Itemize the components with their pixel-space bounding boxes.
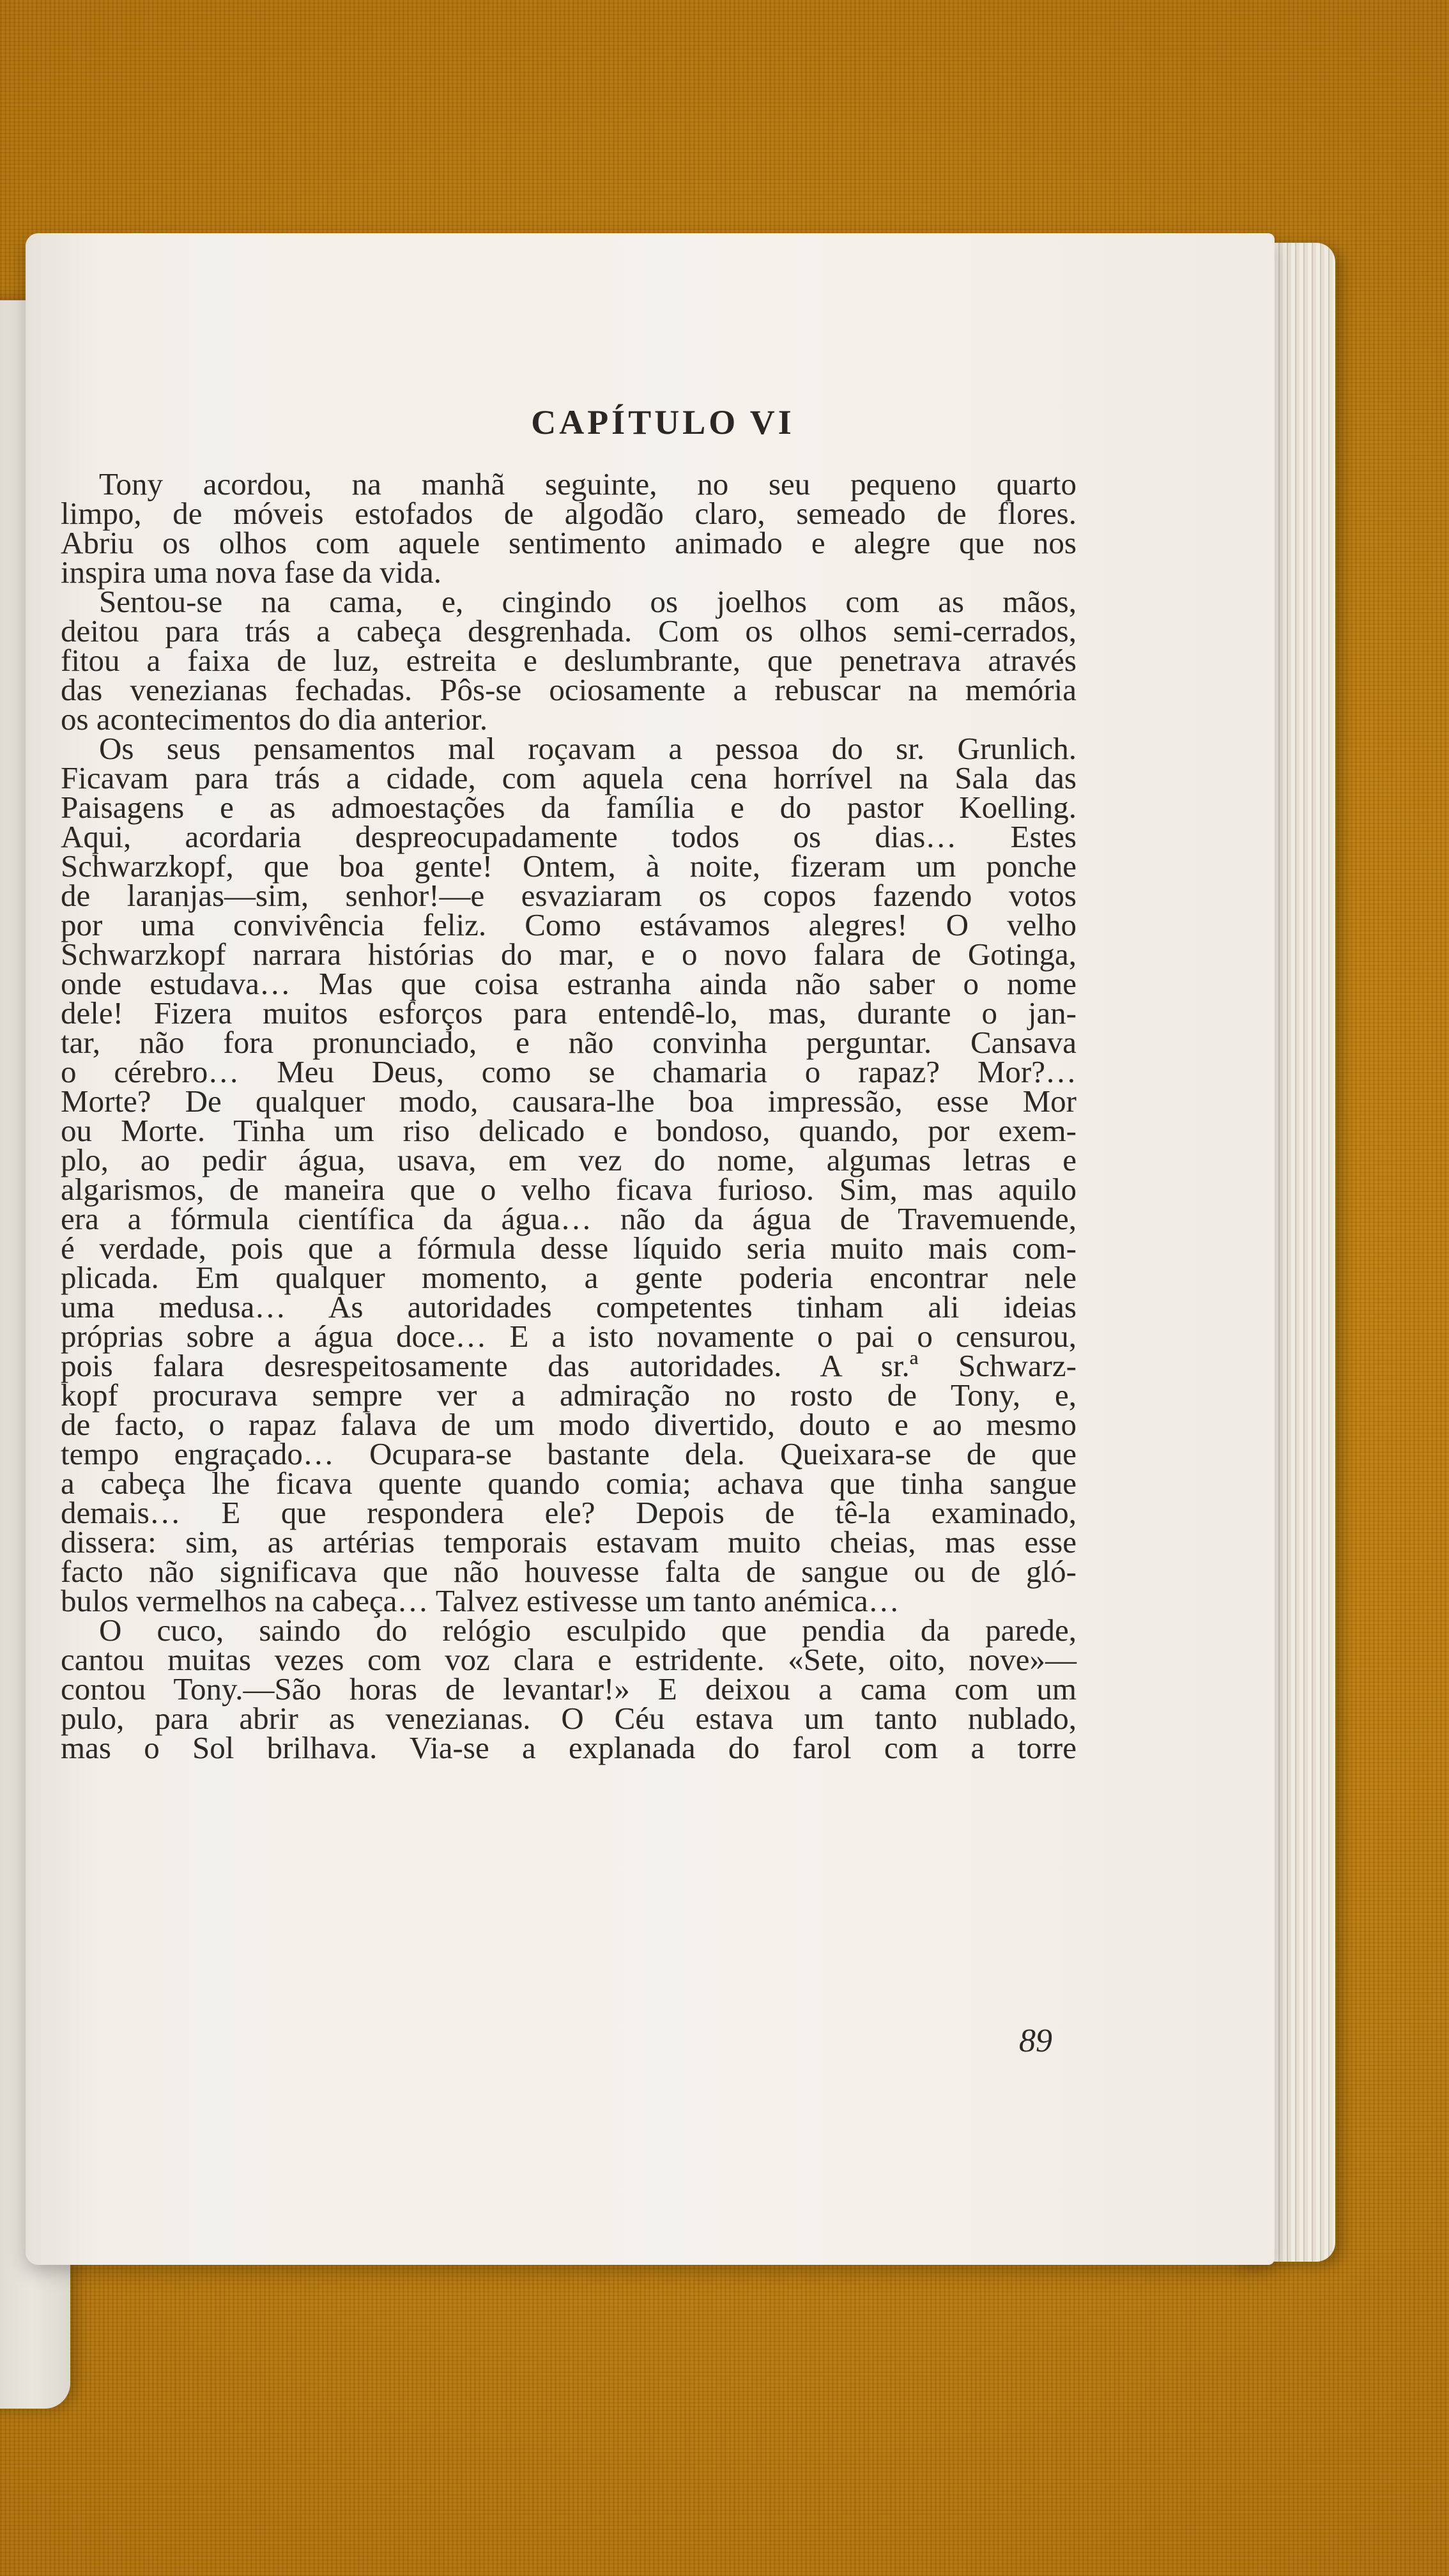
text-line: Os seus pensamentos mal roçavam a pessoa do sr. Grunlich.	[99, 731, 1077, 766]
text-line: demais… E que respondera ele? Depois de tê-la examinado,	[61, 1495, 1077, 1530]
text-line: bulos vermelhos na cabeça… Talvez estivesse um tanto anémica…	[61, 1583, 900, 1618]
body-text	[61, 466, 1077, 1765]
text-line: plicada. Em qualquer momento, a gente poderia encontrar nele	[61, 1260, 1077, 1295]
text-line: por uma convivência feliz. Como estávamos alegres! O velho	[61, 907, 1077, 942]
text-line: pulo, para abrir as venezianas. O Céu estava um tanto nublado,	[61, 1701, 1077, 1736]
text-line: Ficavam para trás a cidade, com aquela cena horrível na Sala das	[61, 760, 1077, 795]
text-line: tar, não fora pronunciado, e não convinha perguntar. Cansava	[61, 1025, 1077, 1060]
page-number: 89	[1019, 2023, 1052, 2059]
text-line: algarismos, de maneira que o velho ficava furioso. Sim, mas aquilo	[61, 1172, 1077, 1207]
text-line: onde estudava… Mas que coisa estranha ainda não saber o nome	[61, 966, 1077, 1001]
text-line: pois falara desrespeitosamente das autoridades. A sr.ª Schwarz-	[61, 1348, 1077, 1383]
text-line: mas o Sol brilhava. Via-se a explanada do farol com a torre	[61, 1730, 1077, 1765]
text-line: dele! Fizera muitos esforços para entendê-lo, mas, durante o jan-	[61, 995, 1077, 1031]
text-line: das venezianas fechadas. Pôs-se ociosamente a rebuscar na memória	[61, 672, 1077, 707]
text-line: é verdade, pois que a fórmula desse líquido seria muito mais com-	[61, 1230, 1077, 1266]
text-line: Tony acordou, na manhã seguinte, no seu pequeno quarto	[99, 466, 1077, 502]
text-line: de laranjas—sim, senhor!—e esvaziaram os copos fazendo votos	[61, 878, 1077, 913]
text-line: próprias sobre a água doce… E a isto novamente o pai o censurou,	[61, 1319, 1077, 1354]
text-line: O cuco, saindo do relógio esculpido que pendia da parede,	[99, 1613, 1077, 1648]
text-line: o cérebro… Meu Deus, como se chamaria o rapaz? Mor?…	[61, 1054, 1077, 1089]
text-line: fitou a faixa de luz, estreita e deslumbrante, que penetrava através	[61, 643, 1077, 678]
text-line: contou Tony.—São horas de levantar!» E deixou a cama com um	[61, 1671, 1077, 1706]
text-line: Aqui, acordaria despreocupadamente todos os dias… Estes	[61, 819, 1077, 854]
text-line: Abriu os olhos com aquele sentimento animado e alegre que nos	[61, 525, 1077, 560]
text-line: tempo engraçado… Ocupara-se bastante dela. Queixara-se de que	[61, 1436, 1077, 1471]
text-line: limpo, de móveis estofados de algodão claro, semeado de flores.	[61, 496, 1077, 531]
text-line: os acontecimentos do dia anterior.	[61, 702, 488, 737]
text-line: cantou muitas vezes com voz clara e estridente. «Sete, oito, nove»—	[61, 1642, 1077, 1677]
text-line: de facto, o rapaz falava de um modo divertido, douto e ao mesmo	[61, 1407, 1077, 1442]
text-line: ou Morte. Tinha um riso delicado e bondoso, quando, por exem-	[61, 1113, 1077, 1148]
text-line: Schwarzkopf, que boa gente! Ontem, à noite, fizeram um ponche	[61, 848, 1077, 884]
text-line: Schwarzkopf narrara histórias do mar, e o novo falara de Gotinga,	[61, 937, 1077, 972]
text-line: Morte? De qualquer modo, causara-lhe boa impressão, esse Mor	[61, 1084, 1077, 1119]
text-line: era a fórmula científica da água… não da água de Travemuende,	[61, 1201, 1077, 1236]
text-line: facto não significava que não houvesse falta de sangue ou de gló-	[61, 1554, 1077, 1589]
text-line: inspira uma nova fase da vida.	[61, 555, 441, 590]
text-line: Paisagens e as admoestações da família e do pastor Koelling.	[61, 790, 1077, 825]
text-line: kopf procurava sempre ver a admiração no rosto de Tony, e,	[61, 1377, 1077, 1413]
book-page	[26, 233, 1275, 2265]
chapter-title: CAPÍTULO VI	[531, 403, 795, 441]
text-line: plo, ao pedir água, usava, em vez do nome, algumas letras e	[61, 1142, 1077, 1177]
text-line: a cabeça lhe ficava quente quando comia; achava que tinha sangue	[61, 1466, 1077, 1501]
text-line: dissera: sim, as artérias temporais estavam muito cheias, mas esse	[61, 1524, 1077, 1560]
text-line: deitou para trás a cabeça desgrenhada. Com os olhos semi-cerrados,	[61, 613, 1077, 648]
text-line: Sentou-se na cama, e, cingindo os joelhos com as mãos,	[99, 584, 1077, 619]
text-line: uma medusa… As autoridades competentes tinham ali ideias	[61, 1289, 1077, 1324]
